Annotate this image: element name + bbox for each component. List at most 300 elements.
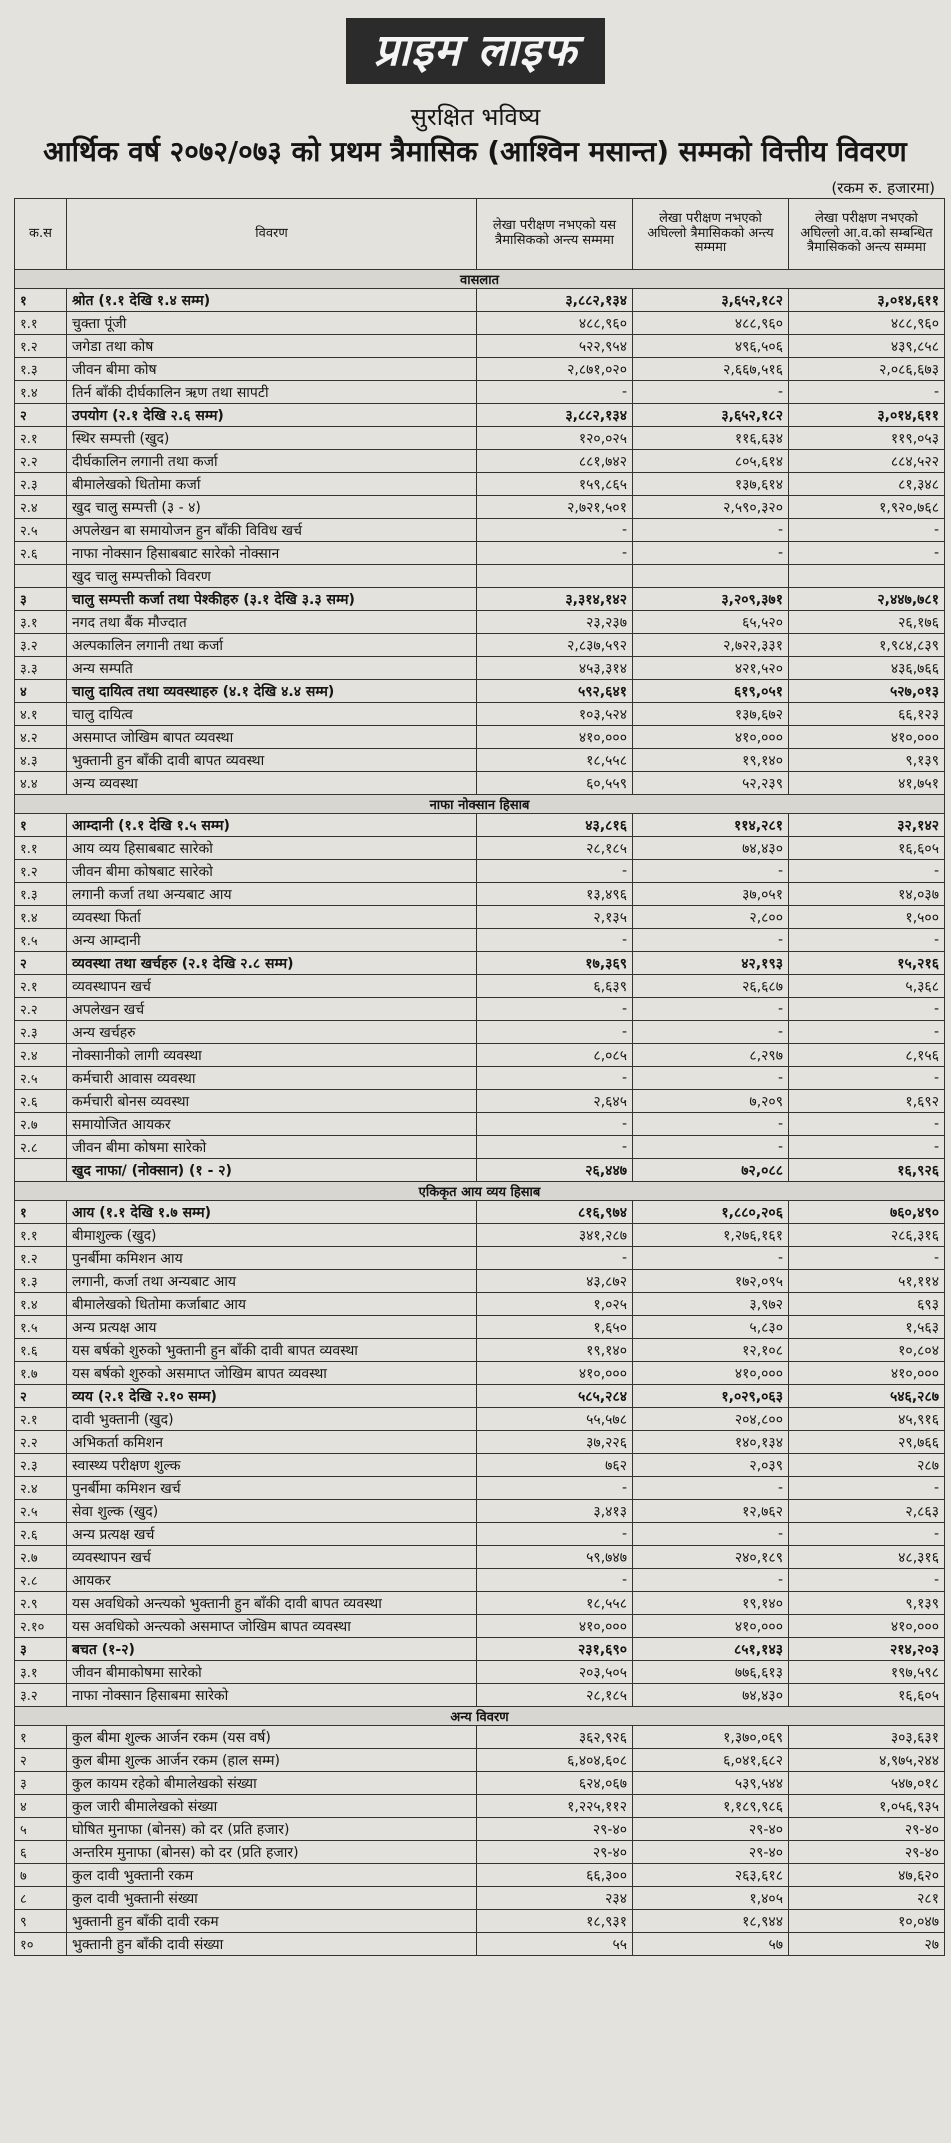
unit-note: (रकम रु. हजारमा) — [831, 179, 935, 197]
value-last-year-quarter: - — [789, 519, 945, 542]
value-current-quarter: ४८८,९६० — [477, 312, 633, 335]
logo-area — [0, 18, 951, 84]
value-last-year-quarter: २१४,२०३ — [789, 1638, 945, 1661]
section-header-row — [15, 1707, 945, 1726]
value-current-quarter: २,७२१,५०१ — [477, 496, 633, 519]
value-last-year-quarter: १६,९२६ — [789, 1159, 945, 1182]
value-last-year-quarter: ४५,९१६ — [789, 1408, 945, 1431]
row-number: ४.४ — [15, 772, 67, 795]
value-last-year-quarter: २९-४० — [789, 1818, 945, 1841]
row-label: खुद चालु सम्पत्ती (३ - ४) — [67, 496, 477, 519]
table-row — [15, 1247, 945, 1270]
table-row — [15, 1569, 945, 1592]
row-number: २.१ — [15, 1408, 67, 1431]
row-label: अपलेखन बा समायोजन हुन बाँकी विविध खर्च — [67, 519, 477, 542]
value-current-quarter: ५५,५७८ — [477, 1408, 633, 1431]
row-number: २.८ — [15, 1136, 67, 1159]
value-last-year-quarter: - — [789, 860, 945, 883]
value-last-year-quarter: ३,०१४,६११ — [789, 289, 945, 312]
value-current-quarter: १०३,५२४ — [477, 703, 633, 726]
value-previous-quarter: २९-४० — [633, 1818, 789, 1841]
value-previous-quarter: १२,१०८ — [633, 1339, 789, 1362]
row-number: १.२ — [15, 335, 67, 358]
value-previous-quarter: - — [633, 1136, 789, 1159]
row-number: २.५ — [15, 1500, 67, 1523]
value-previous-quarter: ७२,०८८ — [633, 1159, 789, 1182]
value-current-quarter: ३७,२२६ — [477, 1431, 633, 1454]
row-label: आय (१.१ देखि १.७ सम्म) — [67, 1201, 477, 1224]
row-label: नोक्सानीको लागी व्यवस्था — [67, 1044, 477, 1067]
row-label: कुल बीमा शुल्क आर्जन रकम (यस वर्ष) — [67, 1726, 477, 1749]
value-current-quarter: २,८७१,०२० — [477, 358, 633, 381]
row-label: लगानी कर्जा तथा अन्यबाट आय — [67, 883, 477, 906]
value-current-quarter: २९-४० — [477, 1841, 633, 1864]
table-row — [15, 1339, 945, 1362]
table-row — [15, 1431, 945, 1454]
row-label: जीवन बीमा कोषमा सारेको — [67, 1136, 477, 1159]
value-previous-quarter: ४८८,९६० — [633, 312, 789, 335]
value-current-quarter: २३१,६९० — [477, 1638, 633, 1661]
row-label: आयकर — [67, 1569, 477, 1592]
value-last-year-quarter: ६९३ — [789, 1293, 945, 1316]
row-label: आम्दानी (१.१ देखि १.५ सम्म) — [67, 814, 477, 837]
value-current-quarter: १,२२५,११२ — [477, 1795, 633, 1818]
value-previous-quarter: १,४०५ — [633, 1887, 789, 1910]
table-row — [15, 860, 945, 883]
value-current-quarter: २८,१८५ — [477, 1684, 633, 1707]
value-previous-quarter: २६३,६१८ — [633, 1864, 789, 1887]
value-previous-quarter: ८,२९७ — [633, 1044, 789, 1067]
row-label: यस अवधिको अन्त्यको असमाप्त जोखिम बापत व्यवस्था — [67, 1615, 477, 1638]
row-number: ३.२ — [15, 634, 67, 657]
row-number: २.२ — [15, 450, 67, 473]
row-number: २.२ — [15, 1431, 67, 1454]
section-title: एकिकृत आय व्यय हिसाब — [15, 1182, 945, 1201]
value-previous-quarter: ४१०,००० — [633, 1362, 789, 1385]
table-row — [15, 473, 945, 496]
row-label: उपयोग (२.१ देखि २.६ सम्म) — [67, 404, 477, 427]
row-number: २.४ — [15, 1477, 67, 1500]
value-previous-quarter: १३७,६१४ — [633, 473, 789, 496]
statement-title: आर्थिक वर्ष २०७२/०७३ को प्रथम त्रैमासिक (आश्विन मसान्त) सम्मको वित्तीय विवरण — [43, 135, 907, 168]
row-number: १.३ — [15, 883, 67, 906]
table-row — [15, 1661, 945, 1684]
value-previous-quarter: ६,०४१,६८२ — [633, 1749, 789, 1772]
row-number: २.९ — [15, 1592, 67, 1615]
row-label: चालु सम्पत्ती कर्जा तथा पेश्कीहरु (३.१ देखि ३.३ सम्म) — [67, 588, 477, 611]
table-row — [15, 1910, 945, 1933]
row-number: २.७ — [15, 1546, 67, 1569]
value-last-year-quarter: ४१,७५१ — [789, 772, 945, 795]
value-current-quarter: ६२४,०६७ — [477, 1772, 633, 1795]
value-last-year-quarter: ६६,१२३ — [789, 703, 945, 726]
table-row — [15, 952, 945, 975]
row-label: अन्तरिम मुनाफा (बोनस) को दर (प्रति हजार) — [67, 1841, 477, 1864]
table-row — [15, 1818, 945, 1841]
value-previous-quarter: २,८०० — [633, 906, 789, 929]
value-last-year-quarter: १५,२१६ — [789, 952, 945, 975]
row-label: सेवा शुल्क (खुद) — [67, 1500, 477, 1523]
value-current-quarter: - — [477, 1067, 633, 1090]
value-last-year-quarter: २८७ — [789, 1454, 945, 1477]
value-last-year-quarter: - — [789, 1477, 945, 1500]
value-current-quarter: - — [477, 860, 633, 883]
value-last-year-quarter: ४८,३१६ — [789, 1546, 945, 1569]
value-current-quarter: ५९२,६४१ — [477, 680, 633, 703]
table-row — [15, 1293, 945, 1316]
row-label: अन्य प्रत्यक्ष खर्च — [67, 1523, 477, 1546]
row-number: ३.१ — [15, 611, 67, 634]
row-number: १.३ — [15, 358, 67, 381]
value-last-year-quarter: - — [789, 1523, 945, 1546]
value-last-year-quarter: ५,३६८ — [789, 975, 945, 998]
row-number: ४ — [15, 680, 67, 703]
tagline: सुरक्षित भविष्य — [410, 103, 541, 131]
value-last-year-quarter: २९,७६६ — [789, 1431, 945, 1454]
value-previous-quarter: ७४,४३० — [633, 1684, 789, 1707]
row-number: २.६ — [15, 542, 67, 565]
value-current-quarter: २,१३५ — [477, 906, 633, 929]
row-label: यस बर्षको शुरुको भुक्तानी हुन बाँकी दावी बापत व्यवस्था — [67, 1339, 477, 1362]
table-row — [15, 1201, 945, 1224]
value-last-year-quarter: ५१,११४ — [789, 1270, 945, 1293]
table-row — [15, 1592, 945, 1615]
value-last-year-quarter: १४,०३७ — [789, 883, 945, 906]
table-row — [15, 1933, 945, 1956]
row-number: ३ — [15, 588, 67, 611]
row-label: जगेडा तथा कोष — [67, 335, 477, 358]
table-row — [15, 1523, 945, 1546]
value-last-year-quarter: २,४४७,७८१ — [789, 588, 945, 611]
row-number: ६ — [15, 1841, 67, 1864]
value-previous-quarter: ४१०,००० — [633, 1615, 789, 1638]
value-current-quarter: २३४ — [477, 1887, 633, 1910]
row-number: १.२ — [15, 860, 67, 883]
value-last-year-quarter: १,९२०,७६८ — [789, 496, 945, 519]
row-label: बीमालेखको धितोमा कर्जा — [67, 473, 477, 496]
table-row — [15, 1864, 945, 1887]
table-row — [15, 1044, 945, 1067]
row-label: श्रोत (१.१ देखि १.४ सम्म) — [67, 289, 477, 312]
value-last-year-quarter: ८१,३४८ — [789, 473, 945, 496]
table-row — [15, 496, 945, 519]
row-number — [15, 1159, 67, 1182]
row-label: यस अवधिको अन्त्यको भुक्तानी हुन बाँकी दावी बापत व्यवस्था — [67, 1592, 477, 1615]
section-title: अन्य विवरण — [15, 1707, 945, 1726]
value-previous-quarter: - — [633, 1067, 789, 1090]
row-number: १ — [15, 1201, 67, 1224]
row-number: १.१ — [15, 1224, 67, 1247]
value-previous-quarter: ५३९,५४४ — [633, 1772, 789, 1795]
row-number: २.८ — [15, 1569, 67, 1592]
row-label: जीवन बीमाकोषमा सारेको — [67, 1661, 477, 1684]
value-current-quarter: १,६५० — [477, 1316, 633, 1339]
row-number: १० — [15, 1933, 67, 1956]
row-number: २.३ — [15, 1454, 67, 1477]
table-row — [15, 1021, 945, 1044]
value-current-quarter: ४५३,३१४ — [477, 657, 633, 680]
row-label: दावी भुक्तानी (खुद) — [67, 1408, 477, 1431]
value-previous-quarter: १२,७६२ — [633, 1500, 789, 1523]
row-label: व्यवस्था तथा खर्चहरु (२.१ देखि २.८ सम्म) — [67, 952, 477, 975]
value-previous-quarter: - — [633, 998, 789, 1021]
table-row — [15, 404, 945, 427]
value-previous-quarter: ४२१,५२० — [633, 657, 789, 680]
row-label: नगद तथा बैंक मौज्दात — [67, 611, 477, 634]
table-row — [15, 588, 945, 611]
value-previous-quarter: ८०५,६१४ — [633, 450, 789, 473]
table-row — [15, 1270, 945, 1293]
row-label: कर्मचारी आवास व्यवस्था — [67, 1067, 477, 1090]
value-last-year-quarter: ४१०,००० — [789, 1615, 945, 1638]
row-number: २ — [15, 404, 67, 427]
row-label: कर्मचारी बोनस व्यवस्था — [67, 1090, 477, 1113]
value-previous-quarter: ४२,१९३ — [633, 952, 789, 975]
section-header-row — [15, 1182, 945, 1201]
value-previous-quarter: - — [633, 1113, 789, 1136]
value-previous-quarter: १३७,६७२ — [633, 703, 789, 726]
prime-life-logo: प्राइम लाइफ — [346, 18, 605, 84]
value-previous-quarter: २,७२२,३३१ — [633, 634, 789, 657]
value-current-quarter: - — [477, 1113, 633, 1136]
value-last-year-quarter: ३०३,६३१ — [789, 1726, 945, 1749]
row-label: अभिकर्ता कमिशन — [67, 1431, 477, 1454]
value-last-year-quarter: ७६०,४९० — [789, 1201, 945, 1224]
value-previous-quarter: १४०,१३४ — [633, 1431, 789, 1454]
value-current-quarter: - — [477, 381, 633, 404]
row-label: जीवन बीमा कोष — [67, 358, 477, 381]
value-last-year-quarter: ९,१३९ — [789, 1592, 945, 1615]
table-row — [15, 906, 945, 929]
table-row — [15, 1067, 945, 1090]
row-label: व्यय (२.१ देखि २.१० सम्म) — [67, 1385, 477, 1408]
row-number: ४.३ — [15, 749, 67, 772]
table-row — [15, 611, 945, 634]
value-previous-quarter: ७७६,६१३ — [633, 1661, 789, 1684]
value-previous-quarter: ८५१,१४३ — [633, 1638, 789, 1661]
value-previous-quarter: ३,९७२ — [633, 1293, 789, 1316]
row-number: ३.३ — [15, 657, 67, 680]
row-number: १.५ — [15, 1316, 67, 1339]
value-last-year-quarter: - — [789, 929, 945, 952]
row-number: २ — [15, 1385, 67, 1408]
value-last-year-quarter: २,८६३ — [789, 1500, 945, 1523]
row-label: जीवन बीमा कोषबाट सारेको — [67, 860, 477, 883]
row-label: अल्पकालिन लगानी तथा कर्जा — [67, 634, 477, 657]
value-last-year-quarter: १०,०४७ — [789, 1910, 945, 1933]
value-previous-quarter: - — [633, 542, 789, 565]
value-current-quarter: - — [477, 929, 633, 952]
value-current-quarter: - — [477, 1523, 633, 1546]
value-current-quarter: ४३,८१६ — [477, 814, 633, 837]
table-row — [15, 929, 945, 952]
table-row — [15, 657, 945, 680]
value-current-quarter: ६,६३९ — [477, 975, 633, 998]
section-header-row — [15, 270, 945, 289]
row-label: व्यवस्थापन खर्च — [67, 975, 477, 998]
value-last-year-quarter: १,६९२ — [789, 1090, 945, 1113]
row-number: २.६ — [15, 1523, 67, 1546]
value-current-quarter: ५८५,२८४ — [477, 1385, 633, 1408]
column-header-current-quarter: लेखा परीक्षण नभएको यस त्रैमासिकको अन्त्य सम्ममा — [477, 199, 633, 270]
value-current-quarter: - — [477, 1021, 633, 1044]
value-previous-quarter: - — [633, 860, 789, 883]
row-label: यस बर्षको शुरुको असमाप्त जोखिम बापत व्यवस्था — [67, 1362, 477, 1385]
table-row — [15, 381, 945, 404]
table-row — [15, 1362, 945, 1385]
value-last-year-quarter: १९७,५९८ — [789, 1661, 945, 1684]
value-current-quarter: १५९,८६५ — [477, 473, 633, 496]
row-number: १.२ — [15, 1247, 67, 1270]
row-number: १ — [15, 814, 67, 837]
row-number: ४.१ — [15, 703, 67, 726]
value-current-quarter: १८,५५८ — [477, 1592, 633, 1615]
value-current-quarter: - — [477, 542, 633, 565]
table-row — [15, 1749, 945, 1772]
value-previous-quarter: २४०,१८९ — [633, 1546, 789, 1569]
value-last-year-quarter: ४,९७५,२४४ — [789, 1749, 945, 1772]
row-number: १.७ — [15, 1362, 67, 1385]
value-last-year-quarter: १०,८०४ — [789, 1339, 945, 1362]
table-row — [15, 1316, 945, 1339]
table-row — [15, 772, 945, 795]
value-last-year-quarter: १,५६३ — [789, 1316, 945, 1339]
value-previous-quarter: ११४,२८१ — [633, 814, 789, 837]
table-row — [15, 1684, 945, 1707]
value-last-year-quarter: - — [789, 542, 945, 565]
row-number: ७ — [15, 1864, 67, 1887]
value-current-quarter: २,८३७,५९२ — [477, 634, 633, 657]
value-previous-quarter: २,६६७,५१६ — [633, 358, 789, 381]
row-label: अन्य व्यवस्था — [67, 772, 477, 795]
value-current-quarter: ३६२,९२६ — [477, 1726, 633, 1749]
value-previous-quarter: १९,१४० — [633, 749, 789, 772]
row-label: भुक्तानी हुन बाँकी दावी संख्या — [67, 1933, 477, 1956]
value-last-year-quarter: १,०५६,९३५ — [789, 1795, 945, 1818]
value-last-year-quarter: - — [789, 381, 945, 404]
row-label: नाफा नोक्सान हिसाबबाट सारेको नोक्सान — [67, 542, 477, 565]
value-current-quarter: ६०,५५९ — [477, 772, 633, 795]
value-previous-quarter: १,३७०,०६९ — [633, 1726, 789, 1749]
value-previous-quarter: १९,१४० — [633, 1592, 789, 1615]
table-row — [15, 1841, 945, 1864]
value-previous-quarter: १८,९४४ — [633, 1910, 789, 1933]
value-current-quarter: ४१०,००० — [477, 1615, 633, 1638]
value-current-quarter: ५९,७४७ — [477, 1546, 633, 1569]
row-label: अपलेखन खर्च — [67, 998, 477, 1021]
row-number: १.१ — [15, 837, 67, 860]
table-row — [15, 975, 945, 998]
row-label: भुक्तानी हुन बाँकी दावी बापत व्यवस्था — [67, 749, 477, 772]
row-label: भुक्तानी हुन बाँकी दावी रकम — [67, 1910, 477, 1933]
value-current-quarter: ६,४०४,६०८ — [477, 1749, 633, 1772]
column-header-last-year-quarter: लेखा परीक्षण नभएको अघिल्लो आ.व.को सम्बन्धित त्रैमासिकको अन्त्य सम्ममा — [789, 199, 945, 270]
table-row — [15, 1477, 945, 1500]
row-label: बचत (१-२) — [67, 1638, 477, 1661]
row-label: अन्य खर्चहरु — [67, 1021, 477, 1044]
value-current-quarter: ४३,८७२ — [477, 1270, 633, 1293]
row-number: ३.२ — [15, 1684, 67, 1707]
table-row — [15, 1726, 945, 1749]
row-number: ८ — [15, 1887, 67, 1910]
value-current-quarter: - — [477, 1247, 633, 1270]
section-title: नाफा नोक्सान हिसाब — [15, 795, 945, 814]
table-row — [15, 289, 945, 312]
row-number: ३.१ — [15, 1661, 67, 1684]
row-number: २.५ — [15, 1067, 67, 1090]
row-label: पुनर्बीमा कमिशन आय — [67, 1247, 477, 1270]
row-label: लगानी, कर्जा तथा अन्यबाट आय — [67, 1270, 477, 1293]
row-number: ५ — [15, 1818, 67, 1841]
value-last-year-quarter: ४८८,९६० — [789, 312, 945, 335]
value-previous-quarter: ६१९,०५१ — [633, 680, 789, 703]
row-label: दीर्घकालिन लगानी तथा कर्जा — [67, 450, 477, 473]
value-last-year-quarter — [789, 565, 945, 588]
financial-statement-table — [14, 198, 945, 1956]
row-number: २.२ — [15, 998, 67, 1021]
value-previous-quarter: २,०३९ — [633, 1454, 789, 1477]
value-last-year-quarter: ४३६,७६६ — [789, 657, 945, 680]
row-label: समायोजित आयकर — [67, 1113, 477, 1136]
row-label: अन्य आम्दानी — [67, 929, 477, 952]
value-current-quarter: १२०,०२५ — [477, 427, 633, 450]
value-last-year-quarter: २७ — [789, 1933, 945, 1956]
value-last-year-quarter: - — [789, 1021, 945, 1044]
table-row — [15, 565, 945, 588]
value-last-year-quarter: - — [789, 998, 945, 1021]
row-number: १ — [15, 289, 67, 312]
row-number: २.३ — [15, 1021, 67, 1044]
row-number: १.५ — [15, 929, 67, 952]
row-label: कुल जारी बीमालेखको संख्या — [67, 1795, 477, 1818]
row-label: कुल कायम रहेको बीमालेखको संख्या — [67, 1772, 477, 1795]
value-previous-quarter: १७२,०९५ — [633, 1270, 789, 1293]
value-last-year-quarter: २९-४० — [789, 1841, 945, 1864]
value-previous-quarter: १,८८०,२०६ — [633, 1201, 789, 1224]
row-number: ९ — [15, 1910, 67, 1933]
column-header-description: विवरण — [67, 199, 477, 270]
value-last-year-quarter: ४३९,८५८ — [789, 335, 945, 358]
value-current-quarter: २३,२३७ — [477, 611, 633, 634]
value-previous-quarter — [633, 565, 789, 588]
value-previous-quarter: - — [633, 1569, 789, 1592]
value-last-year-quarter: ५४७,०१८ — [789, 1772, 945, 1795]
table-row — [15, 1454, 945, 1477]
row-label: घोषित मुनाफा (बोनस) को दर (प्रति हजार) — [67, 1818, 477, 1841]
row-number: २ — [15, 1749, 67, 1772]
value-current-quarter: - — [477, 1136, 633, 1159]
value-previous-quarter: - — [633, 1523, 789, 1546]
table-row — [15, 1224, 945, 1247]
value-current-quarter: ३,८८२,१३४ — [477, 404, 633, 427]
table-row — [15, 883, 945, 906]
row-label: कुल दावी भुक्तानी रकम — [67, 1864, 477, 1887]
column-header-sno: क.स — [15, 199, 67, 270]
table-row — [15, 1385, 945, 1408]
value-current-quarter: - — [477, 1477, 633, 1500]
value-current-quarter: २०३,५०५ — [477, 1661, 633, 1684]
row-number: ४.२ — [15, 726, 67, 749]
row-label: स्थिर सम्पत्ती (खुद) — [67, 427, 477, 450]
row-number: २.३ — [15, 473, 67, 496]
row-label: कुल दावी भुक्तानी संख्या — [67, 1887, 477, 1910]
value-last-year-quarter: ४७,६२० — [789, 1864, 945, 1887]
value-current-quarter: १३,४९६ — [477, 883, 633, 906]
value-last-year-quarter: - — [789, 1067, 945, 1090]
value-last-year-quarter: ४१०,००० — [789, 726, 945, 749]
row-label: तिर्न बाँकी दीर्घकालिन ऋण तथा सापटी — [67, 381, 477, 404]
value-current-quarter: ५५ — [477, 1933, 633, 1956]
